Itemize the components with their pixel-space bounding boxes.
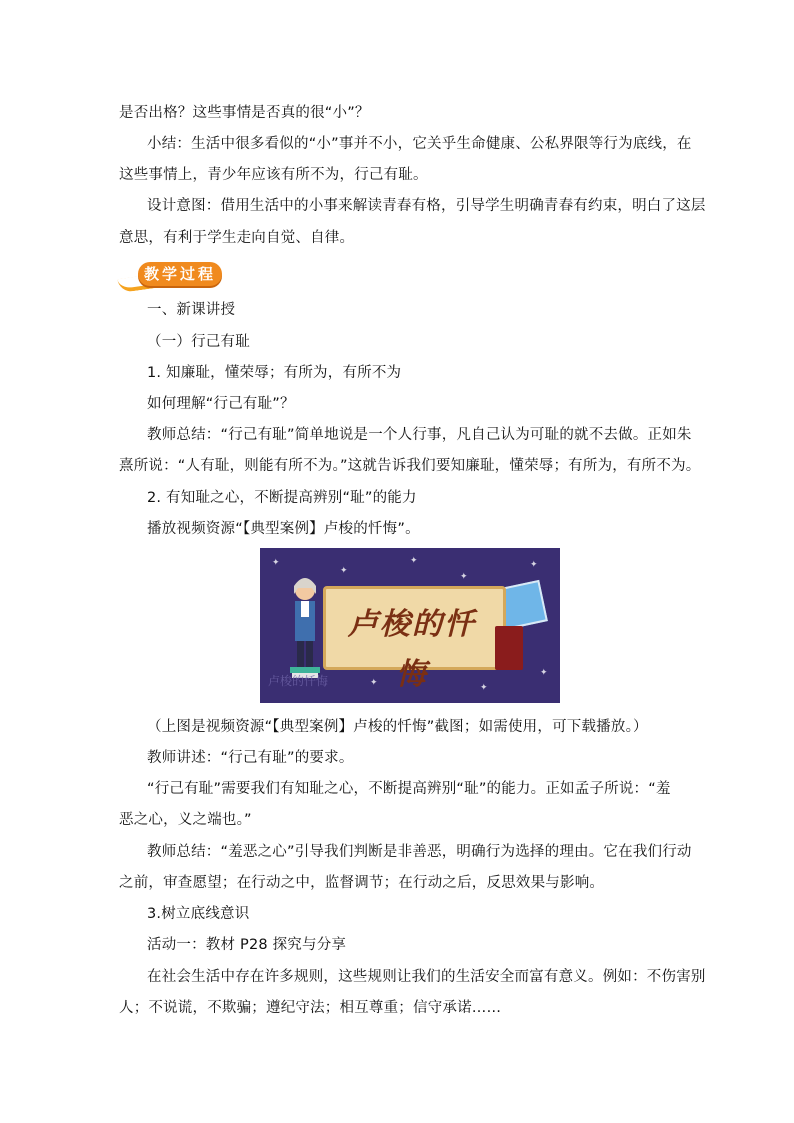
text-line: 教师讲述：“行己有耻”的要求。 bbox=[147, 750, 354, 766]
star-icon: ✦ bbox=[272, 558, 280, 568]
text-line: 熹所说：“人有耻，则能有所不为。”这就告诉我们要知廉耻，懂荣辱；有所为，有所不为。 bbox=[119, 458, 701, 474]
point-heading: 2. 有知耻之心，不断提高辨别“耻”的能力 bbox=[147, 490, 417, 506]
video-screenshot bbox=[260, 548, 560, 703]
point-heading: 1. 知廉耻，懂荣辱；有所为，有所不为 bbox=[147, 365, 402, 381]
star-icon: ✦ bbox=[530, 560, 538, 570]
text-line: 人；不说谎，不欺骗；遵纪守法；相互尊重；信守承诺…… bbox=[119, 1000, 502, 1016]
text-line: 小结：生活中很多看似的“小”事并不小，它关乎生命健康、公私界限等行为底线，在 bbox=[147, 136, 692, 152]
activity-heading: 活动一：教材 P28 探究与分享 bbox=[147, 937, 347, 953]
text-line: 设计意图：借用生活中的小事来解读青春有格，引导学生明确青春有约束，明白了这层 bbox=[147, 198, 706, 214]
text-line: 播放视频资源“【典型案例】卢梭的忏悔”。 bbox=[147, 521, 420, 537]
text-line: 意思，有利于学生走向自觉、自律。 bbox=[119, 230, 355, 246]
video-title: 卢梭的忏悔 bbox=[348, 607, 476, 692]
text-line: 在社会生活中存在许多规则，这些规则让我们的生活安全而富有意义。例如：不伤害别 bbox=[147, 969, 706, 985]
image-note: （上图是视频资源“【典型案例】卢梭的忏悔”截图；如需使用，可下载播放。） bbox=[147, 719, 648, 735]
text-line: “行己有耻”需要我们有知耻之心，不断提高辨别“耻”的能力。正如孟子所说：“羞 bbox=[147, 781, 671, 797]
text-line: 教师总结：“羞恶之心”引导我们判断是非善恶，明确行为选择的理由。它在我们行动 bbox=[147, 844, 692, 860]
text-line: 教师总结：“行己有耻”简单地说是一个人行事，凡自己认为可耻的就不去做。正如朱 bbox=[147, 427, 692, 443]
star-icon: ✦ bbox=[460, 572, 468, 582]
star-icon: ✦ bbox=[370, 678, 378, 688]
point-heading: 3.树立底线意识 bbox=[147, 906, 250, 922]
badge-label: 教学过程 bbox=[143, 265, 216, 283]
text-line: 是否出格？这些事情是否真的很“小”？ bbox=[119, 105, 370, 121]
star-icon: ✦ bbox=[480, 683, 488, 693]
rousseau-figure-icon bbox=[290, 570, 320, 680]
star-icon: ✦ bbox=[540, 668, 548, 678]
text-line: 恶之心，义之端也。” bbox=[119, 812, 252, 828]
star-icon: ✦ bbox=[340, 566, 348, 576]
heading-new-lesson: 一、新课讲授 bbox=[147, 302, 236, 318]
book-icon bbox=[495, 626, 523, 670]
video-caption: 卢梭的忏悔 bbox=[268, 674, 329, 688]
section-badge bbox=[118, 260, 228, 290]
subheading: （一）行己有耻 bbox=[147, 334, 250, 350]
text-line: 之前，审查愿望；在行动之中，监督调节；在行动之后，反思效果与影响。 bbox=[119, 875, 605, 891]
star-icon: ✦ bbox=[410, 556, 418, 566]
question-line: 如何理解“行己有耻”？ bbox=[147, 396, 295, 412]
text-line: 这些事情上，青少年应该有所不为，行己有耻。 bbox=[119, 167, 428, 183]
